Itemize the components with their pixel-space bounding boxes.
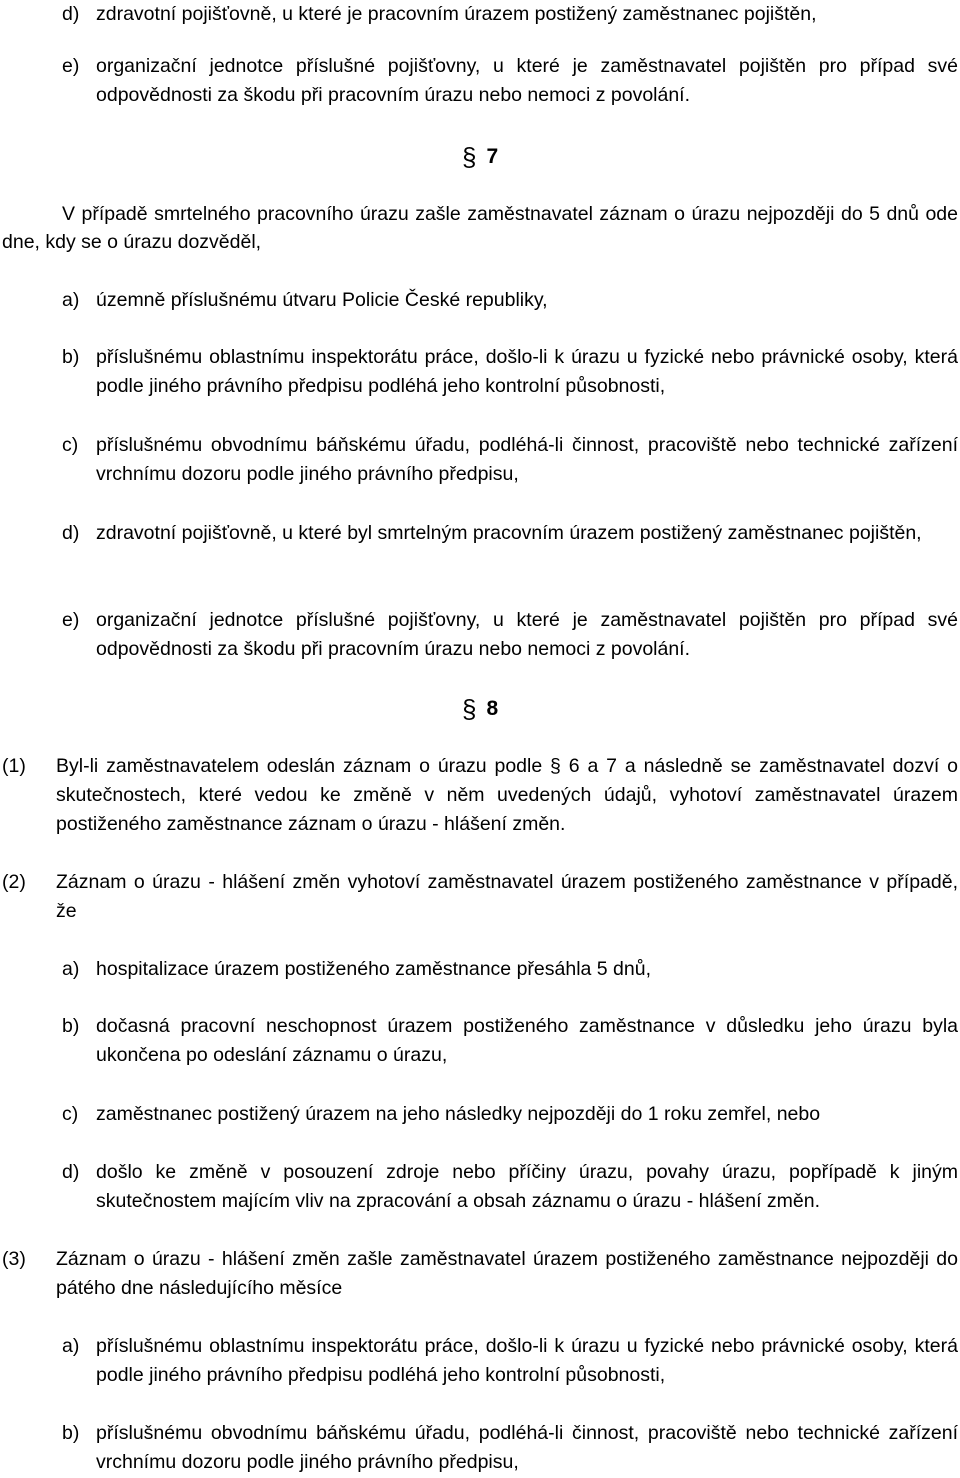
item-label: c) (62, 434, 79, 456)
paragraph-text: Záznam o úrazu - hlášení změn vyhotoví zaměstnavatel úrazem postiženého zaměstnance v případě, že (56, 871, 958, 922)
section-sign: § (462, 142, 477, 172)
item-text: zdravotní pojišťovně, u které byl smrtelným pracovním úrazem postižený zaměstnanec pojištěn, (96, 522, 922, 544)
section-sign: § (462, 694, 477, 724)
section-number: 8 (486, 697, 499, 720)
item-label: a) (62, 1335, 80, 1357)
list-item (62, 286, 958, 315)
item-label: e) (62, 609, 80, 631)
item-label: d) (62, 1161, 80, 1183)
item-text: hospitalizace úrazem postiženého zaměstnance přesáhla 5 dnů, (96, 958, 652, 980)
list-item (62, 52, 958, 110)
list-item (62, 1158, 958, 1216)
item-label: c) (62, 1103, 79, 1125)
section-heading-8 (462, 694, 498, 725)
paragraph-text: Byl-li zaměstnavatelem odeslán záznam o úrazu podle § 6 a 7 a následně se zaměstnavatel dozví o skutečnostech, které vedou ke změně v něm uvedených údajů, vyhotoví zaměstnavatel úrazem postiženého zaměstnance záznam o úrazu - hlášení změn. (56, 755, 958, 835)
item-text: organizační jednotce příslušné pojišťovny, u které je zaměstnavatel pojištěn pro případ své odpovědnosti za škodu při pracovním úrazu nebo nemoci z povolání. (96, 55, 958, 106)
item-text: dočasná pracovní neschopnost úrazem postiženého zaměstnance v důsledku jeho úrazu byla ukončena po odeslání záznamu o úrazu, (96, 1015, 958, 1066)
list-item (62, 1419, 958, 1477)
item-label: b) (62, 346, 80, 368)
numbered-paragraph (2, 752, 958, 839)
list-item (62, 343, 958, 401)
item-text: příslušnému oblastnímu inspektorátu práce, došlo-li k úrazu u fyzické nebo právnické osoby, která podle jiného právního předpisu podléhá jeho kontrolní působnosti, (96, 1335, 958, 1386)
section-heading-7 (462, 142, 498, 173)
item-label: a) (62, 289, 80, 311)
item-label: d) (62, 522, 80, 544)
item-label: b) (62, 1015, 80, 1037)
item-text: příslušnému oblastnímu inspektorátu práce, došlo-li k úrazu u fyzické nebo právnické osoby, která podle jiného právního předpisu podléhá jeho kontrolní působnosti, (96, 346, 958, 397)
list-item (62, 606, 958, 664)
item-text: příslušnému obvodnímu báňskému úřadu, podléhá-li činnost, pracoviště nebo technické zařízení vrchnímu dozoru podle jiného právního předpisu, (96, 434, 958, 485)
item-text: zdravotní pojišťovně, u které je pracovním úrazem postižený zaměstnanec pojištěn, (96, 3, 817, 25)
item-text: organizační jednotce příslušné pojišťovny, u které je zaměstnavatel pojištěn pro případ své odpovědnosti za škodu při pracovním úrazu nebo nemoci z povolání. (96, 609, 958, 660)
paragraph-label: (2) (2, 871, 26, 893)
item-text: příslušnému obvodnímu báňskému úřadu, podléhá-li činnost, pracoviště nebo technické zařízení vrchnímu dozoru podle jiného právního předpisu, (96, 1422, 958, 1473)
numbered-paragraph (2, 868, 958, 926)
paragraph-label: (1) (2, 755, 26, 777)
section-7-intro: V případě smrtelného pracovního úrazu zašle zaměstnavatel záznam o úrazu nejpozději do 5 dnů ode dne, kdy se o úrazu dozvěděl, (2, 203, 958, 253)
item-label: a) (62, 958, 80, 980)
list-item (62, 431, 958, 489)
numbered-paragraph (2, 1245, 958, 1303)
item-label: d) (62, 3, 80, 25)
item-text: zaměstnanec postižený úrazem na jeho následky nejpozději do 1 roku zemřel, nebo (96, 1103, 821, 1125)
list-item (62, 0, 958, 29)
item-label: b) (62, 1422, 80, 1444)
list-item (62, 955, 958, 984)
paragraph-label: (3) (2, 1248, 26, 1270)
list-item (62, 1332, 958, 1390)
item-label: e) (62, 55, 80, 77)
paragraph-text: Záznam o úrazu - hlášení změn zašle zaměstnavatel úrazem postiženého zaměstnance nejpozději do pátého dne následujícího měsíce (56, 1248, 958, 1299)
list-item (62, 1012, 958, 1070)
item-text: územně příslušnému útvaru Policie České republiky, (96, 289, 548, 311)
item-text: došlo ke změně v posouzení zdroje nebo příčiny úrazu, povahy úrazu, popřípadě k jiným skutečnostem majícím vliv na zpracování a obsah záznamu o úrazu - hlášení změn. (96, 1161, 958, 1212)
list-item (62, 1100, 958, 1129)
section-number: 7 (486, 145, 499, 168)
list-item (62, 519, 958, 548)
